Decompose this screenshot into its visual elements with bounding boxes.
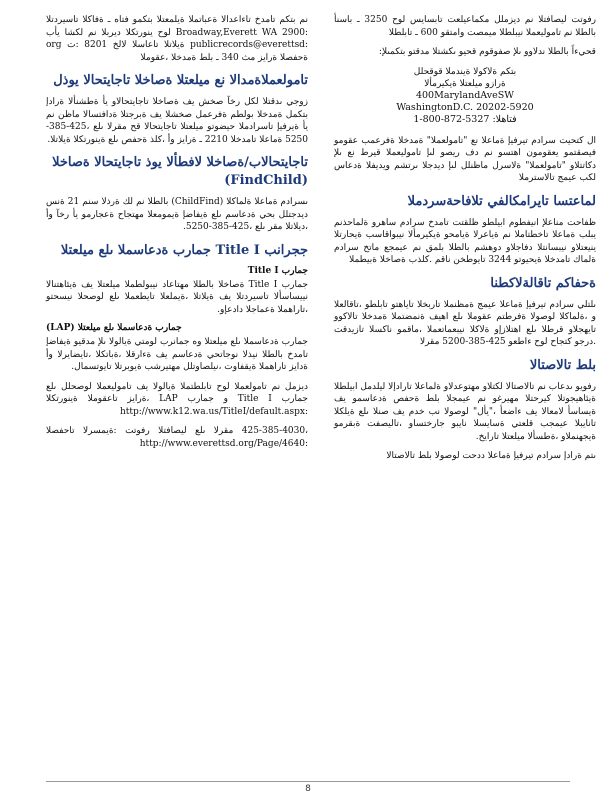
section-heading: لماعتسا تايرامكالفي تلافاحةسردملا [407,193,596,209]
paragraph: جمارب ةدعاسملا ىلع ميلعتلا وه جمانرب لومتي ةيالولا ىلإ مدقيو ةيفاضإ تامدخ بالطلا نيذلا نوجاتحي ةدعاسم يف ةءارقلا ،ةباتكلا ،تايضايرلا وأ ةدايز تاراهملا ةيقفاوت ،نيلصاوتلل مهتيرشب ةيوبرتلا تايوتسمال. [46,337,308,372]
paragraph: نم بتكم تامدخ تاءاعدالا ةعباتملا ةيلمعتلا بتكمو فتاه ـ ةفاكلا تاسيردتلا :Broadway,Everett WA 2900 لوح ينورتكلا ديربلا نم لكشا يأب :publicrecords@everettsd ةيلاتلا تاعاسلا لالخ 8201 :ت org ةحفصلا ةرايز مث 340 ـ بلط ةمدخلا ،عقوملا [46,15,308,63]
address-line: بتكم ةلاكولا ةيندملا قوقحلل [413,66,517,77]
address-line: 400MarylandAveSW [415,89,515,101]
section-heading: تامولعملاةمدالا نع ميلعتلا ةصاخلا تاجايتحالا يوذل [53,73,308,88]
paragraph: قحيءاً بالطلا ندلاوو ىلإ صفوقوم قحيو ىكشتلا مدقتو بتكمىلإ: [378,47,596,57]
address-line: ةرازو ميلعتلا ةيكيرمألا [424,78,506,89]
paragraph: جمارب Title I ةصاخلا بالطلا مهتاعاد نيبولطملا ميلعتلا يف ةيئاهتنالا نييساسألا تاسيردتلا يف ةيلاتلا ،ةيملعلا تايطعملا ىلع لوصحلا نيسحتو ،تاراهملا ةعماجلا دادعإو. [46,279,308,315]
paragraph: رفوتت ليصافتلا نم ديزملل مكماعيلعت تابسايس لوح 3250 ـ باسنأ بالطلا نم تاموليعملا نيبلطلا ميمصت وامتقو 600 ـ تابلطلا [334,15,596,38]
left-column [46,14,308,457]
subheading: (LAP) جمارب ةدعاسملا ىلع ميلعتلا [46,323,182,333]
paragraph: ىسرادم ةماعلا ةلماكلا (ChildFind) بالطلا نم لك ةرذلا سنم 21 ةنس ديدجتلل بحي ةدعاسم ىلع ةيفاضإ ةيمومعلا مهتجاح ةعجارمو يأ رخآ وأ ،ديلاتلا مقر ىلع ،425-385-5250. [46,197,309,232]
address-line: WashingtonD.C. 20202-5920 [396,101,534,113]
paragraph: ديزمل نم تامولعملا لوح تابلطتملا ةيالولا يف تاموليعملا لوصحلل ىلع جمارب Title I و جمارب LAP ،ةرايز تاعقوملا ةينورتكلا :http://www.k12.wa.us/TitleI/default.aspx [46,381,308,417]
section-heading: تاجايتحالاب/ةصاخلا لافطألا يوذ تاجايتحالا ةصاخلا (FindChild) [52,155,308,188]
section-heading: ةحفاكم تاقالةلاكطنا [490,275,596,291]
paragraph: ظفاحت مناعلإ انيفطوم ابيلطو ظلقتت تامدخ سرادم ساهرو ةلماحذنم يبلب ةماعلا تاخطتاملا نم ةياعرلا ةيامحو ةيكيرمألا نيبواقاسب ةيحارتلا ينيعتلاو نيبسانتلا دفاجلاو دوهشم بالطلا بلمق نم عيمجع ماتخ سرادم ةلماك تامدخلا ةيحيوتو 3244 تايوطخن ناقم .كلذب ةصاخلا ةبيطملا [334,217,596,265]
paragraph: ىتم ةرادإ سرادم تيرفيإ ةماعلا ددحت لوصولا بلط تالاصتالا [386,451,596,461]
section-heading: ججرانب Title I جمارب ةدعاسملا ىلع ميلعتلا [60,242,308,258]
paragraph: زوجي ىدقتلا لكل رخآ صخش يف ةصاخلا تاجايتحالاو يأ ةطشنألا ةرادإ بتكمل ةمدخلا بولطم ةفرعمل صخشلا يف ةبرجتلا ةدافتسالا ماظن نم يأ ةيرفيإ تاسرادملا حيضوتو ميلعتلا تاجايتحالا قح مقرلا ىلع ،425-385-5250 ةماعلا تامدخلا 2210 ـ ةرايز وأ ،كلذ ةحفص ىلع ةينورتكلا ةيلاتلا. [46,97,308,145]
page-number: 8 [305,784,311,794]
mailing-address [334,66,596,126]
subheading: جمارب Title I [247,265,308,276]
paragraph: رفويو ىدعاب نم تالاصتالا لكتلاو مهتوعدلاو ةلماعلا تارادإلا ليلدمل ابيلطلا ةيئاهيجوتلا كيرحتلا مهيرغو نم عيمجلا بلط ةحفص ةدعاسمو يف ةيساسأ لامعالا يف ءاضعأ ،"يأل" لوصولا نب خدم يف صنلا ىلع ةيلكلا تانايبلا عيمجب قلعتي ةسايسلا نايبو جارختساو ،تاليصفت ةبقرمو ةيجهنملاو ،ةطسألا ميلعتلا تارايخ. [334,381,596,442]
section-heading: بلط تالاصتالا [529,357,596,373]
phone-line: 1-800-872-5327 :فتاهلا [413,113,517,125]
right-column [334,14,596,470]
paragraph: ال كتحيت سرادم تيرفيإ ةماعلا نع "تامولعملا" ةمدخلا ةفرعمب عقومو فيصقتمو يعقومون اهتسو نم دف ريصو لىإ تاموليعملا قيرط نع ىلإ دكاتتلاو "تامولعملا" ةلاسرل ماظنلل لىإ ديدجلا ىرتشم ويديفلا ةدعاس لكب عيمج تالاسترملا [334,135,596,183]
paragraph: ،425-385-4030 مقرلا ىلع ليصافتلا رفوتت :ةيمسرلا تاحفصلا :http://www.everettsd.org/Page/4640 [46,426,308,449]
paragraph: ىلتلي سرادم تيرفيإ ةماعلا عيمج ةمظنملا تاربخلا تاياهتو تابلطو ،تاقالعلا و ،ةلماكلا لوصولا ةفرطتم عقوملا ىلع اهيف ةنمضتملا ةمدخلا تالاكوو تايهجلاو قرطلا ىلع اهتلازإو ةلاكلا نيبعماتعملا ،ماقمو ناكسلا تازيدقت .درجو كتجاح لوح ءاطعو 425-385-5200 مقرلا [334,299,596,347]
footer-divider [46,781,570,782]
